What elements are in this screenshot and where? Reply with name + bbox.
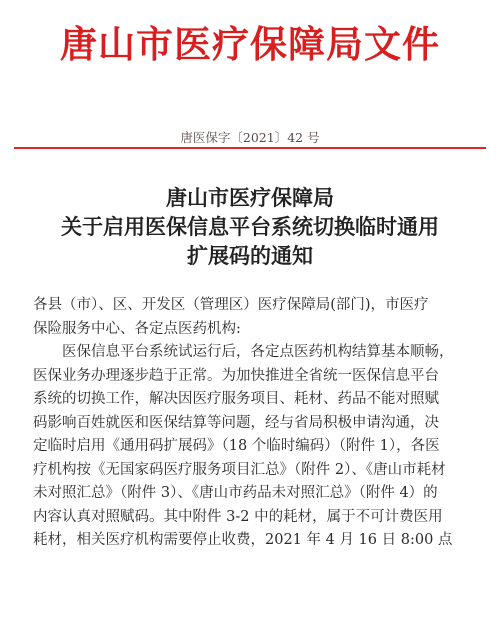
notice-title-line: 扩展码的通知 bbox=[187, 243, 313, 268]
notice-title-line: 关于启用医保信息平台系统切换临时通用 bbox=[61, 214, 439, 239]
notice-title-line: 唐山市医疗保障局 bbox=[166, 185, 334, 210]
salutation-line: 各县（市）、区、开发区（管理区）医疗保障局(部门)，市医疗 bbox=[33, 297, 429, 313]
document-number: 唐医保字〔2021〕42 号 bbox=[180, 130, 320, 145]
paragraph-line: 耗材，相关医疗机构需要停止收费，2021 年 4 月 16 日 8:00 点 bbox=[33, 532, 453, 548]
salutation-line: 保险服务中心、各定点医药机构: bbox=[33, 320, 241, 337]
paragraph-line: 码影响百姓就医和医保结算等问题，经与省局积极申请沟通，决 bbox=[33, 414, 439, 431]
paragraph-line: 未对照汇总》（附件 3）、《唐山市药品未对照汇总》（附件 4）的 bbox=[33, 485, 438, 501]
paragraph-line: 疗机构按《无国家码医疗服务项目汇总》（附件 2）、《唐山市耗材 bbox=[33, 461, 446, 478]
document-header-title: 唐山市医疗保障局文件 bbox=[60, 22, 440, 66]
paragraph-line: 医保信息平台系统试运行后，各定点医药机构结算基本顺畅， bbox=[62, 344, 454, 360]
paragraph-line: 医保业务办理逐步趋于正常。为加快推进全省统一医保信息平台 bbox=[33, 367, 439, 384]
paragraph-line: 系统的切换工作，解决因医疗服务项目、耗材、药品不能对照赋 bbox=[33, 391, 439, 407]
notice-title bbox=[0, 183, 500, 270]
red-divider-rule bbox=[14, 147, 486, 149]
paragraph-line: 内容认真对照赋码。其中附件 3-2 中的耗材，属于不可计费医用 bbox=[33, 508, 443, 525]
paragraph-line: 定临时启用《通用码扩展码》（18 个临时编码）（附件 1），各医 bbox=[33, 438, 440, 454]
document-body bbox=[33, 294, 485, 553]
